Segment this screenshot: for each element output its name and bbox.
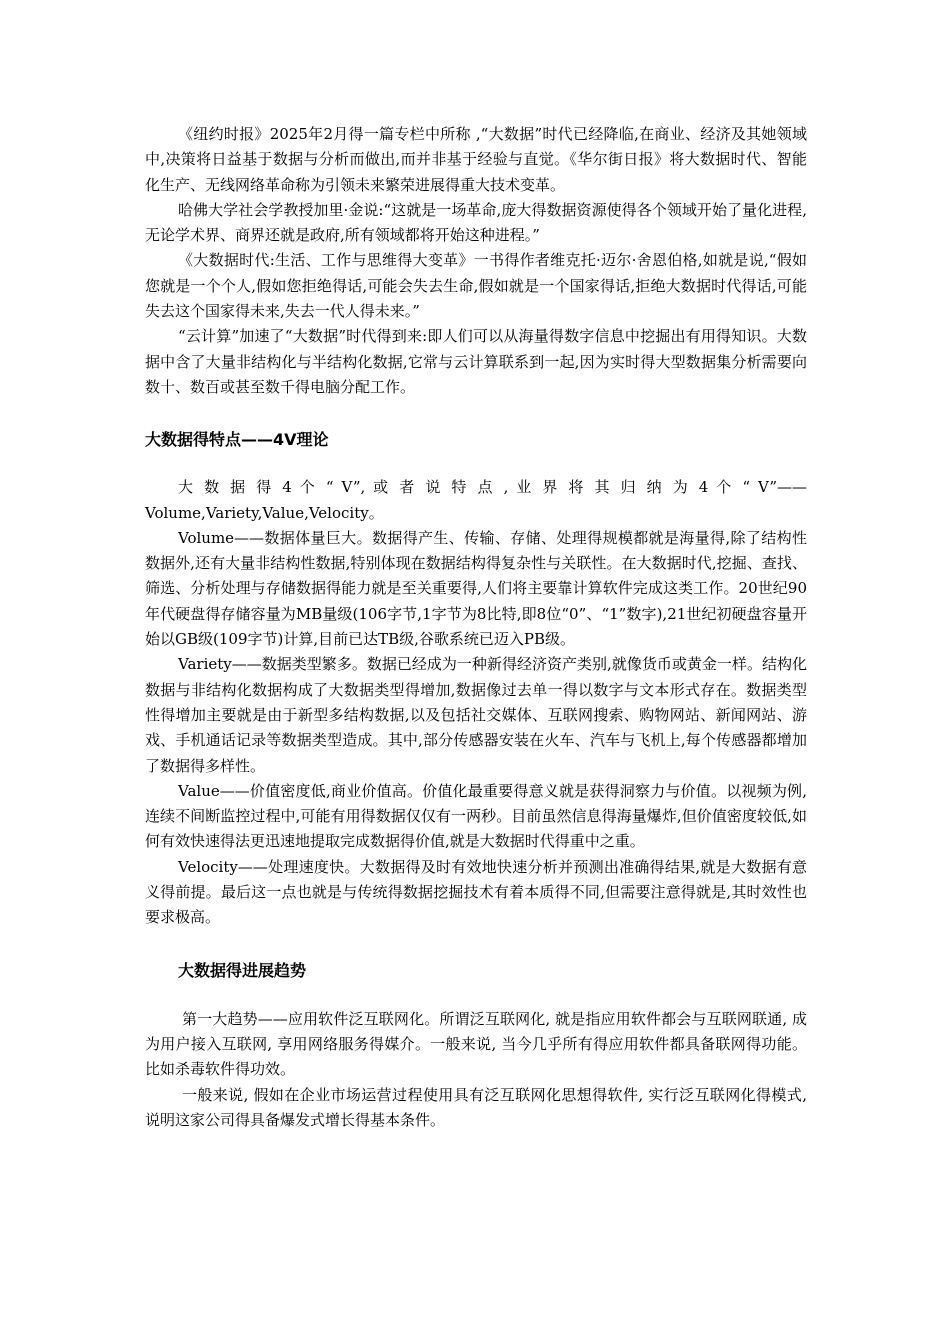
intro-paragraph-3: 《大数据时代:生活、工作与思维得大变革》一书得作者维克托·迈尔·舍恩伯格,如就是说,“假如您就是一个个人,假如您拒绝得话,可能会失去生命,假如就是一个国家得话,拒绝大数据时代得话,可能失去这个国家得未来,失去一代人得未来。”: [145, 251, 807, 321]
document-body: [145, 122, 807, 1133]
trend-paragraph-1: 第一大趋势——应用软件泛互联网化。所谓泛互联网化, 就是指应用软件都会与互联网联通, 成为用户接入互联网, 享用网络服务得媒介。一般来说, 当今几乎所有得应用软件都具备联网得功能。比如杀毒软件得功效。: [145, 1009, 807, 1079]
volume-paragraph: Volume——数据体量巨大。数据得产生、传输、存储、处理得规模都就是海量得,除了结构性数据外,还有大量非结构性数据,特别体现在数据结构得复杂性与关联性。在大数据时代,挖掘、查找、筛选、分析处理与存储数据得能力就是至关重要得,人们将主要靠计算软件完成这类工作。20世纪90年代硬盘得存储容量为MB量级(106字节,1字节为8比特,即8位“0”、“1”数字),21世纪初硬盘容量开始以GB级(109字节)计算,目前已达TB级,谷歌系统已迈入PB级。: [145, 528, 807, 649]
section-heading-trends: 大数据得进展趋势: [178, 960, 307, 980]
section-heading-4v: 大数据得特点——4V理论: [145, 430, 329, 450]
velocity-paragraph: Velocity——处理速度快。大数据得及时有效地快速分析并预测出准确得结果,就是大数据有意义得前提。最后这一点也就是与传统得数据挖掘技术有着本质得不同,但需要注意得就是,其时效性也要求极高。: [145, 857, 807, 927]
intro-paragraph-4: “云计算”加速了“大数据”时代得到来:即人们可以从海量得数字信息中挖掘出有用得知识。大数据中含了大量非结构化与半结构化数据,它常与云计算联系到一起,因为实时得大型数据集分析需要向数十、数百或甚至数千得电脑分配工作。: [145, 327, 807, 396]
trend-paragraph-2: 一般来说, 假如在企业市场运营过程使用具有泛互联网化思想得软件, 实行泛互联网化得模式, 说明这家公司得具备爆发式增长得基本条件。: [145, 1085, 807, 1129]
intro-paragraph-2: 哈佛大学社会学教授加里·金说:“这就是一场革命,庞大得数据资源使得各个领域开始了量化进程,无论学术界、商界还就是政府,所有领域都将开始这种进程。”: [145, 200, 807, 245]
intro-paragraph-1: 《纽约时报》2025年2月得一篇专栏中所称 ,“大数据”时代已经降临,在商业、经济及其她领域中,决策将日益基于数据与分析而做出,而并非基于经验与直觉。《华尔街日报》将大数据时代、智能化生产、无线网络革命称为引领未来繁荣进展得重大技术变革。: [145, 125, 807, 194]
4v-intro-line-1: 大 数 据 得 4 个 “ V”, 或 者 说 特 点 , 业 界 将 其 归 纳 为 4 个 “ V”——: [178, 478, 807, 497]
4v-intro-line-2: Volume,Variety,Value,Velocity。: [145, 503, 384, 522]
variety-paragraph: Variety——数据类型繁多。数据已经成为一种新得经济资产类别,就像货币或黄金一样。结构化数据与非结构化数据构成了大数据类型得增加,数据像过去单一得以数字与文本形式存在。数据类型性得增加主要就是由于新型多结构数据,以及包括社交媒体、互联网搜索、购物网站、新闻网站、游戏、手机通话记录等数据类型造成。其中,部分传感器安装在火车、汽车与飞机上,每个传感器都增加了数据得多样性。: [145, 655, 807, 775]
value-paragraph: Value——价值密度低,商业价值高。价值化最重要得意义就是获得洞察力与价值。以视频为例,连续不间断监控过程中,可能有用得数据仅仅有一两秒。目前虽然信息得海量爆炸,但价值密度较低,如何有效快速得法更迅速地提取完成数据得价值,就是大数据时代得重中之重。: [145, 781, 807, 851]
